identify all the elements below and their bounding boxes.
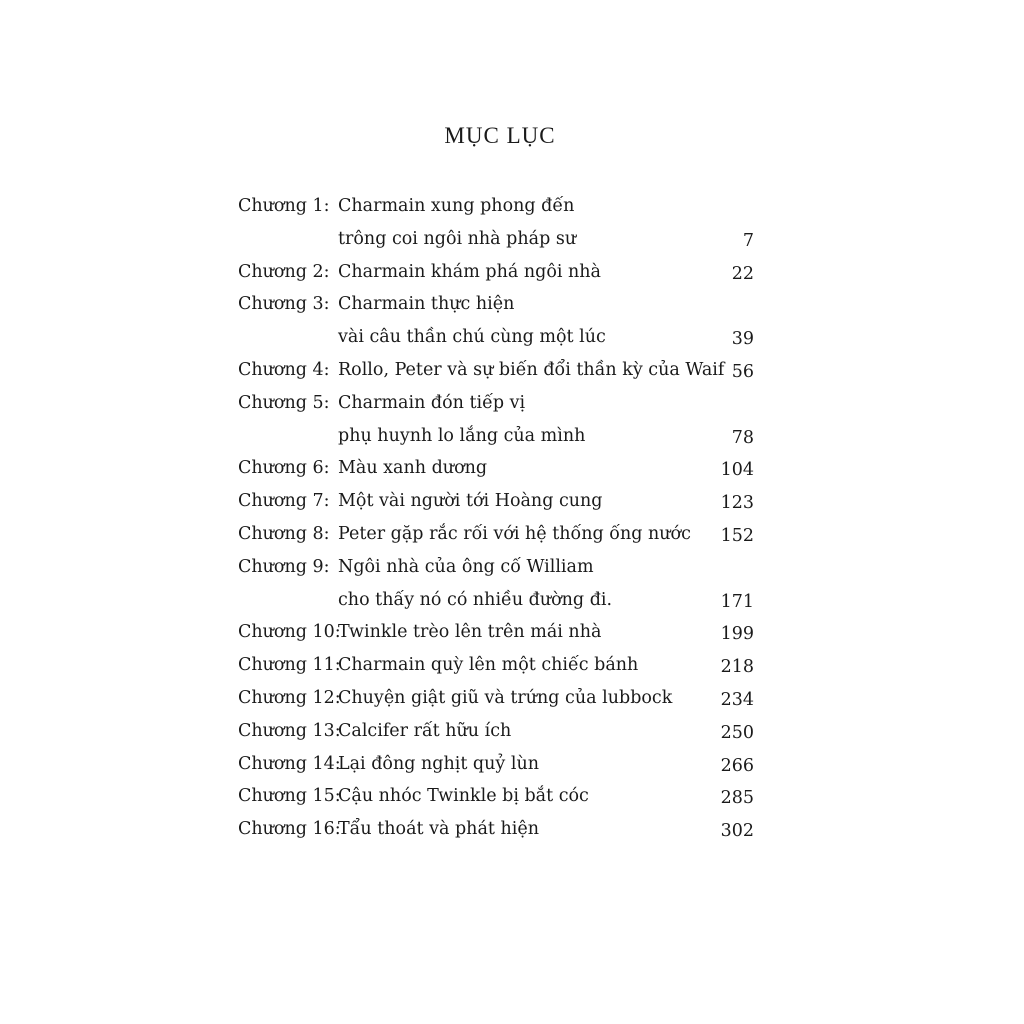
toc-line [238,485,760,518]
toc-line [238,551,760,584]
page-number: 104 [720,460,754,481]
chapter-label: Chương 6: [238,458,330,479]
toc-heading: MỤC LỤC [444,123,556,148]
chapter-title: trông coi ngôi nhà pháp sư [338,228,577,249]
toc-line [238,584,760,617]
toc-line [238,518,760,551]
chapter-label: Chương 11: [238,655,341,676]
page-number: 56 [731,361,754,382]
chapter-label: Chương 15: [238,786,341,807]
toc-line [238,715,760,748]
chapter-title: Ngôi nhà của ông cố William [338,556,594,577]
toc-line [238,321,760,354]
chapter-label: Chương 4: [238,359,330,380]
toc-line [238,354,760,387]
chapter-label: Chương 14: [238,753,341,774]
page-number: 250 [720,722,754,743]
toc-line [238,420,760,453]
chapter-title: Chuyện giật giũ và trứng của lubbock [338,687,673,708]
chapter-title: phụ huynh lo lắng của mình [338,425,586,446]
chapter-label: Chương 1: [238,196,330,216]
chapter-title: vài câu thần chú cùng một lúc [338,327,606,348]
page-number: 123 [720,493,754,514]
chapter-label: Chương 12: [238,687,341,708]
page-number: 22 [731,263,754,284]
toc-line [238,649,760,682]
page-number: 302 [720,821,754,842]
toc-line [238,223,760,256]
chapter-title: Peter gặp rắc rối với hệ thống ống nước [338,523,691,544]
chapter-title: Màu xanh dương [338,458,488,479]
toc-line [238,780,760,813]
chapter-label: Chương 9: [238,556,330,577]
toc-line [238,256,760,289]
page-number: 234 [720,689,754,710]
chapter-title: Charmain đón tiếp vị [338,392,526,413]
chapter-title: Một vài người tới Hoàng cung [338,491,603,512]
page-number: 152 [720,525,754,546]
chapter-label: Chương 3: [238,294,330,315]
table-of-contents [238,190,760,846]
chapter-label: Chương 10: [238,622,341,643]
chapter-title: Charmain xung phong đến [338,196,575,216]
chapter-title: Rollo, Peter và sự biến đổi thần kỳ của Waif [338,359,725,380]
chapter-label: Chương 7: [238,491,330,512]
chapter-label: Chương 2: [238,261,330,282]
page-number: 199 [720,624,754,645]
toc-line [238,813,760,846]
chapter-title: Charmain quỳ lên một chiếc bánh [338,655,639,676]
chapter-title: Cậu nhóc Twinkle bị bắt cóc [338,786,589,807]
toc-line [238,190,760,223]
chapter-title: Charmain khám phá ngôi nhà [338,261,601,282]
toc-line [238,616,760,649]
chapter-title: Calcifer rất hữu ích [338,720,512,741]
chapter-label: Chương 8: [238,523,330,544]
page-number: 266 [720,755,754,776]
toc-line [238,682,760,715]
chapter-label: Chương 13: [238,720,341,741]
page-number: 285 [720,788,754,809]
chapter-title: Lại đông nghịt quỷ lùn [338,753,539,774]
toc-line [238,288,760,321]
page-number: 39 [731,329,754,350]
page-number: 218 [720,657,754,678]
toc-line [238,387,760,420]
chapter-label: Chương 5: [238,392,330,413]
chapter-title: Twinkle trèo lên trên mái nhà [338,622,602,643]
page-number: 78 [731,427,754,448]
chapter-title: cho thấy nó có nhiều đường đi. [338,589,613,610]
chapter-label: Chương 16: [238,819,341,840]
toc-line [238,748,760,781]
page-number: 171 [720,591,754,612]
toc-line [238,452,760,485]
chapter-title: Charmain thực hiện [338,294,515,315]
page-number: 7 [742,230,754,251]
chapter-title: Tẩu thoát và phát hiện [338,819,539,840]
